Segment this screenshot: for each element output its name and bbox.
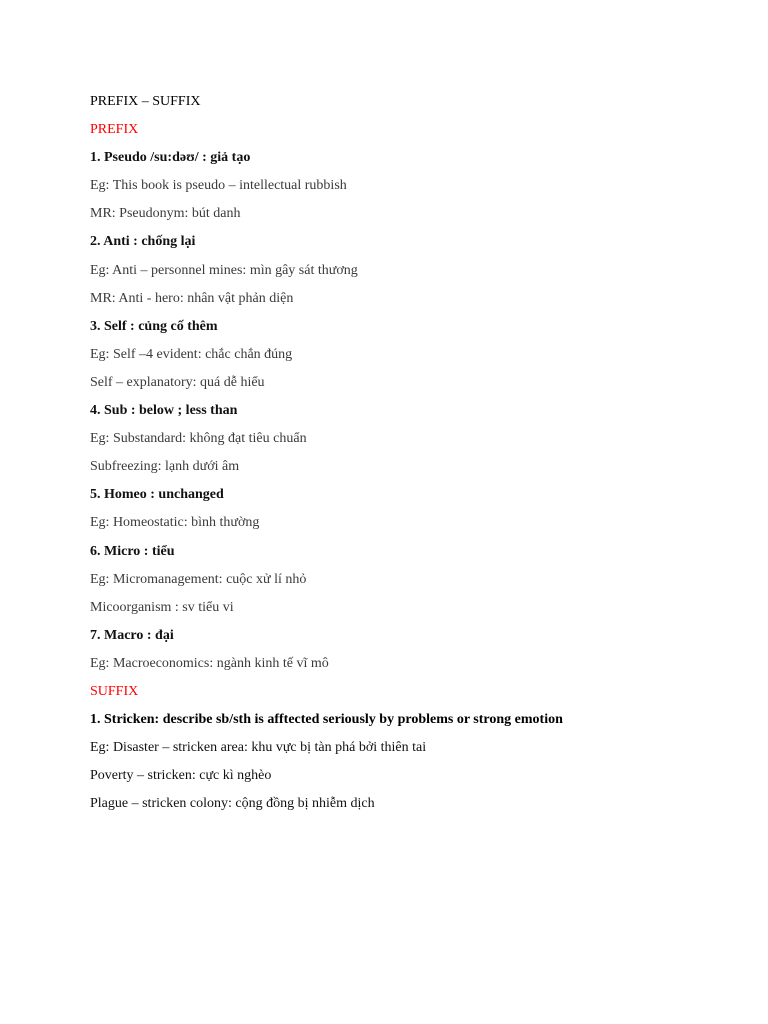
- prefix-term-heading: 3. Self : củng cố thêm: [90, 318, 218, 334]
- suffix-example-line: Eg: Disaster – stricken area: khu vực bị tàn phá bởi thiên tai: [90, 740, 427, 756]
- prefix-term-heading: 5. Homeo : unchanged: [90, 487, 224, 503]
- prefix-term-heading: 4. Sub : below ; less than: [90, 403, 238, 419]
- suffix-example-line: Poverty – stricken: cực kì nghèo: [90, 768, 272, 784]
- prefix-example-line: Eg: Substandard: không đạt tiêu chuẩn: [90, 431, 307, 447]
- prefix-example-line: Eg: Micromanagement: cuộc xử lí nhỏ: [90, 571, 307, 587]
- prefix-example-line: MR: Anti - hero: nhân vật phản diện: [90, 290, 294, 306]
- prefix-example-line: Eg: Homeostatic: bình thường: [90, 515, 260, 531]
- prefix-example-line: Self – explanatory: quá dễ hiểu: [90, 374, 265, 390]
- suffix-term-heading: 1. Stricken: describe sb/sth is afftected seriously by problems or strong emotion: [90, 712, 563, 728]
- document-content: [90, 88, 730, 818]
- document-title: PREFIX – SUFFIX: [90, 94, 201, 109]
- prefix-term-heading: 7. Macro : đại: [90, 627, 174, 643]
- suffix-list: [90, 706, 730, 818]
- prefix-term-heading: 2. Anti : chống lại: [90, 234, 196, 250]
- suffix-example-line: Plague – stricken colony: cộng đồng bị nhiễm dịch: [90, 796, 375, 812]
- prefix-example-line: Subfreezing: lạnh dưới âm: [90, 459, 240, 475]
- prefix-term-heading: 1. Pseudo /su:dəʊ/ : giả tạo: [90, 150, 251, 166]
- prefix-term-heading: 6. Micro : tiểu: [90, 543, 175, 559]
- prefix-list: [90, 144, 730, 678]
- prefix-example-line: MR: Pseudonym: bút danh: [90, 206, 241, 222]
- section-heading-prefix: PREFIX: [90, 122, 139, 138]
- prefix-example-line: Eg: Anti – personnel mines: mìn gây sát thương: [90, 262, 358, 278]
- prefix-example-line: Eg: Self –4 evident: chắc chắn đúng: [90, 346, 293, 362]
- prefix-example-line: Micoorganism : sv tiểu vi: [90, 599, 234, 615]
- section-heading-suffix: SUFFIX: [90, 683, 139, 699]
- prefix-example-line: Eg: This book is pseudo – intellectual rubbish: [90, 178, 347, 194]
- prefix-example-line: Eg: Macroeconomics: ngành kinh tế vĩ mô: [90, 655, 329, 671]
